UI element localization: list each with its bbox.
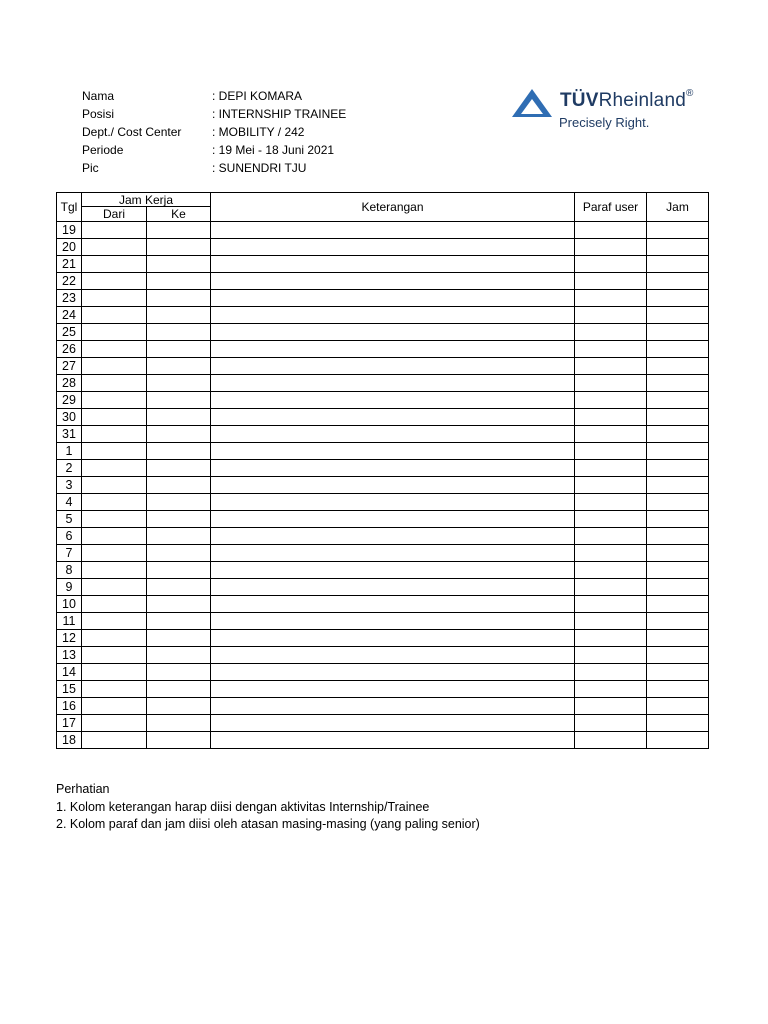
jam-cell (647, 511, 709, 528)
keterangan-cell (211, 647, 575, 664)
timesheet-rows (57, 222, 709, 749)
ke-cell (147, 647, 211, 664)
dari-cell (82, 511, 147, 528)
table-row (57, 715, 709, 732)
table-row (57, 664, 709, 681)
posisi-value: : INTERNSHIP TRAINEE (212, 107, 347, 121)
paraf-user-cell (575, 528, 647, 545)
logo-tagline: Precisely Right. (559, 115, 650, 130)
keterangan-cell (211, 579, 575, 596)
day-cell: 3 (57, 477, 82, 494)
jam-cell (647, 528, 709, 545)
keterangan-cell (211, 681, 575, 698)
ke-cell (147, 579, 211, 596)
day-cell: 28 (57, 375, 82, 392)
dari-cell (82, 358, 147, 375)
day-cell: 27 (57, 358, 82, 375)
table-row (57, 290, 709, 307)
day-cell: 31 (57, 426, 82, 443)
keterangan-cell (211, 273, 575, 290)
dept-value: : MOBILITY / 242 (212, 125, 305, 139)
paraf-user-cell (575, 239, 647, 256)
pic-value: : SUNENDRI TJU (212, 161, 307, 175)
table-row (57, 511, 709, 528)
employee-info (82, 87, 346, 177)
day-cell: 20 (57, 239, 82, 256)
dari-cell (82, 613, 147, 630)
info-row-nama (82, 87, 346, 105)
jam-cell (647, 596, 709, 613)
note-item: 1. Kolom keterangan harap diisi dengan aktivitas Internship/Trainee (56, 799, 430, 814)
dari-cell (82, 647, 147, 664)
keterangan-cell (211, 460, 575, 477)
ke-cell (147, 596, 211, 613)
ke-cell (147, 239, 211, 256)
jam-cell (647, 443, 709, 460)
pic-label: Pic (82, 161, 99, 175)
info-row-dept (82, 123, 346, 141)
table-row (57, 324, 709, 341)
note-item: 2. Kolom paraf dan jam diisi oleh atasan masing-masing (yang paling senior) (56, 817, 480, 831)
ke-cell (147, 324, 211, 341)
paraf-user-cell (575, 392, 647, 409)
keterangan-cell (211, 698, 575, 715)
keterangan-cell (211, 443, 575, 460)
jam-cell (647, 630, 709, 647)
paraf-user-cell (575, 698, 647, 715)
table-row (57, 426, 709, 443)
table-row (57, 358, 709, 375)
ke-cell (147, 664, 211, 681)
ke-cell (147, 375, 211, 392)
day-cell: 30 (57, 409, 82, 426)
dari-cell (82, 324, 147, 341)
ke-cell (147, 528, 211, 545)
day-cell: 18 (57, 732, 82, 749)
day-cell: 8 (57, 562, 82, 579)
table-row (57, 375, 709, 392)
keterangan-cell (211, 613, 575, 630)
paraf-user-cell (575, 460, 647, 477)
day-cell: 7 (57, 545, 82, 562)
keterangan-cell (211, 239, 575, 256)
paraf-user-cell (575, 358, 647, 375)
table-row (57, 732, 709, 749)
dari-cell (82, 375, 147, 392)
table-row (57, 647, 709, 664)
logo-triangle-icon (510, 87, 554, 121)
jam-cell (647, 460, 709, 477)
day-cell: 17 (57, 715, 82, 732)
dari-cell (82, 273, 147, 290)
tuv-rheinland-logo (509, 86, 709, 134)
notes-section (56, 781, 480, 834)
ke-cell (147, 222, 211, 239)
jam-cell (647, 290, 709, 307)
table-row (57, 409, 709, 426)
jam-cell (647, 681, 709, 698)
paraf-user-cell (575, 715, 647, 732)
table-row (57, 596, 709, 613)
day-cell: 19 (57, 222, 82, 239)
ke-cell (147, 613, 211, 630)
dari-cell (82, 715, 147, 732)
jam-cell (647, 545, 709, 562)
jam-cell (647, 426, 709, 443)
dari-cell (82, 222, 147, 239)
day-cell: 5 (57, 511, 82, 528)
day-cell: 11 (57, 613, 82, 630)
day-cell: 23 (57, 290, 82, 307)
keterangan-cell (211, 562, 575, 579)
header-paraf-user: Paraf user (575, 193, 647, 222)
ke-cell (147, 409, 211, 426)
paraf-user-cell (575, 409, 647, 426)
header-keterangan: Keterangan (211, 193, 575, 222)
table-row (57, 477, 709, 494)
header-ke: Ke (147, 207, 211, 222)
keterangan-cell (211, 545, 575, 562)
dept-label: Dept./ Cost Center (82, 125, 182, 139)
jam-cell (647, 324, 709, 341)
paraf-user-cell (575, 562, 647, 579)
day-cell: 22 (57, 273, 82, 290)
jam-cell (647, 562, 709, 579)
keterangan-cell (211, 222, 575, 239)
table-row (57, 681, 709, 698)
paraf-user-cell (575, 732, 647, 749)
dari-cell (82, 341, 147, 358)
paraf-user-cell (575, 256, 647, 273)
ke-cell (147, 256, 211, 273)
day-cell: 1 (57, 443, 82, 460)
paraf-user-cell (575, 290, 647, 307)
dari-cell (82, 239, 147, 256)
jam-cell (647, 579, 709, 596)
header-dari: Dari (82, 207, 147, 222)
table-row (57, 562, 709, 579)
paraf-user-cell (575, 426, 647, 443)
dari-cell (82, 545, 147, 562)
periode-label: Periode (82, 143, 124, 157)
paraf-user-cell (575, 596, 647, 613)
ke-cell (147, 698, 211, 715)
ke-cell (147, 494, 211, 511)
dari-cell (82, 426, 147, 443)
jam-cell (647, 256, 709, 273)
jam-cell (647, 647, 709, 664)
paraf-user-cell (575, 681, 647, 698)
nama-label: Nama (82, 89, 115, 103)
keterangan-cell (211, 732, 575, 749)
dari-cell (82, 596, 147, 613)
dari-cell (82, 392, 147, 409)
day-cell: 29 (57, 392, 82, 409)
ke-cell (147, 460, 211, 477)
jam-cell (647, 392, 709, 409)
jam-cell (647, 715, 709, 732)
table-row (57, 528, 709, 545)
timesheet-table (56, 192, 709, 749)
table-row (57, 698, 709, 715)
dari-cell (82, 681, 147, 698)
paraf-user-cell (575, 494, 647, 511)
jam-cell (647, 698, 709, 715)
keterangan-cell (211, 596, 575, 613)
dari-cell (82, 664, 147, 681)
day-cell: 12 (57, 630, 82, 647)
day-cell: 6 (57, 528, 82, 545)
info-row-posisi (82, 105, 346, 123)
header-jam: Jam (647, 193, 709, 222)
keterangan-cell (211, 477, 575, 494)
keterangan-cell (211, 341, 575, 358)
keterangan-cell (211, 256, 575, 273)
dari-cell (82, 443, 147, 460)
dari-cell (82, 307, 147, 324)
paraf-user-cell (575, 477, 647, 494)
keterangan-cell (211, 409, 575, 426)
keterangan-cell (211, 358, 575, 375)
dari-cell (82, 630, 147, 647)
day-cell: 16 (57, 698, 82, 715)
header-jam-kerja: Jam Kerja (82, 193, 211, 207)
keterangan-cell (211, 528, 575, 545)
ke-cell (147, 341, 211, 358)
dari-cell (82, 409, 147, 426)
jam-cell (647, 732, 709, 749)
jam-cell (647, 375, 709, 392)
ke-cell (147, 477, 211, 494)
jam-cell (647, 239, 709, 256)
jam-cell (647, 477, 709, 494)
table-row (57, 341, 709, 358)
dari-cell (82, 477, 147, 494)
keterangan-cell (211, 715, 575, 732)
paraf-user-cell (575, 630, 647, 647)
day-cell: 25 (57, 324, 82, 341)
keterangan-cell (211, 511, 575, 528)
ke-cell (147, 443, 211, 460)
nama-value: : DEPI KOMARA (212, 89, 303, 103)
paraf-user-cell (575, 273, 647, 290)
keterangan-cell (211, 630, 575, 647)
day-cell: 24 (57, 307, 82, 324)
dari-cell (82, 579, 147, 596)
day-cell: 9 (57, 579, 82, 596)
day-cell: 2 (57, 460, 82, 477)
jam-cell (647, 494, 709, 511)
paraf-user-cell (575, 307, 647, 324)
table-row (57, 222, 709, 239)
keterangan-cell (211, 375, 575, 392)
jam-cell (647, 613, 709, 630)
dari-cell (82, 256, 147, 273)
table-row (57, 273, 709, 290)
dari-cell (82, 528, 147, 545)
table-row (57, 613, 709, 630)
ke-cell (147, 392, 211, 409)
ke-cell (147, 273, 211, 290)
table-row (57, 460, 709, 477)
info-row-pic (82, 159, 346, 177)
info-row-periode (82, 141, 346, 159)
table-row (57, 392, 709, 409)
day-cell: 13 (57, 647, 82, 664)
paraf-user-cell (575, 545, 647, 562)
jam-cell (647, 222, 709, 239)
ke-cell (147, 358, 211, 375)
paraf-user-cell (575, 443, 647, 460)
paraf-user-cell (575, 324, 647, 341)
table-row (57, 256, 709, 273)
dari-cell (82, 460, 147, 477)
day-cell: 10 (57, 596, 82, 613)
ke-cell (147, 290, 211, 307)
periode-value: : 19 Mei - 18 Juni 2021 (212, 143, 335, 157)
table-row (57, 494, 709, 511)
keterangan-cell (211, 324, 575, 341)
table-row (57, 307, 709, 324)
table-row (57, 239, 709, 256)
ke-cell (147, 681, 211, 698)
ke-cell (147, 426, 211, 443)
keterangan-cell (211, 307, 575, 324)
day-cell: 15 (57, 681, 82, 698)
day-cell: 26 (57, 341, 82, 358)
paraf-user-cell (575, 664, 647, 681)
ke-cell (147, 630, 211, 647)
ke-cell (147, 732, 211, 749)
paraf-user-cell (575, 511, 647, 528)
keterangan-cell (211, 290, 575, 307)
table-row (57, 630, 709, 647)
ke-cell (147, 307, 211, 324)
keterangan-cell (211, 392, 575, 409)
ke-cell (147, 562, 211, 579)
table-row (57, 545, 709, 562)
keterangan-cell (211, 664, 575, 681)
ke-cell (147, 545, 211, 562)
dari-cell (82, 698, 147, 715)
jam-cell (647, 409, 709, 426)
day-cell: 4 (57, 494, 82, 511)
paraf-user-cell (575, 579, 647, 596)
jam-cell (647, 273, 709, 290)
logo-brand: TÜVRheinland® (560, 88, 694, 111)
paraf-user-cell (575, 647, 647, 664)
paraf-user-cell (575, 613, 647, 630)
jam-cell (647, 341, 709, 358)
table-row (57, 443, 709, 460)
jam-cell (647, 358, 709, 375)
day-cell: 14 (57, 664, 82, 681)
ke-cell (147, 511, 211, 528)
posisi-label: Posisi (82, 107, 115, 121)
dari-cell (82, 494, 147, 511)
paraf-user-cell (575, 341, 647, 358)
dari-cell (82, 562, 147, 579)
day-cell: 21 (57, 256, 82, 273)
notes-title: Perhatian (56, 782, 110, 796)
header-tgl: Tgl (57, 193, 82, 222)
keterangan-cell (211, 426, 575, 443)
keterangan-cell (211, 494, 575, 511)
paraf-user-cell (575, 375, 647, 392)
paraf-user-cell (575, 222, 647, 239)
ke-cell (147, 715, 211, 732)
dari-cell (82, 732, 147, 749)
table-row (57, 579, 709, 596)
jam-cell (647, 664, 709, 681)
jam-cell (647, 307, 709, 324)
dari-cell (82, 290, 147, 307)
